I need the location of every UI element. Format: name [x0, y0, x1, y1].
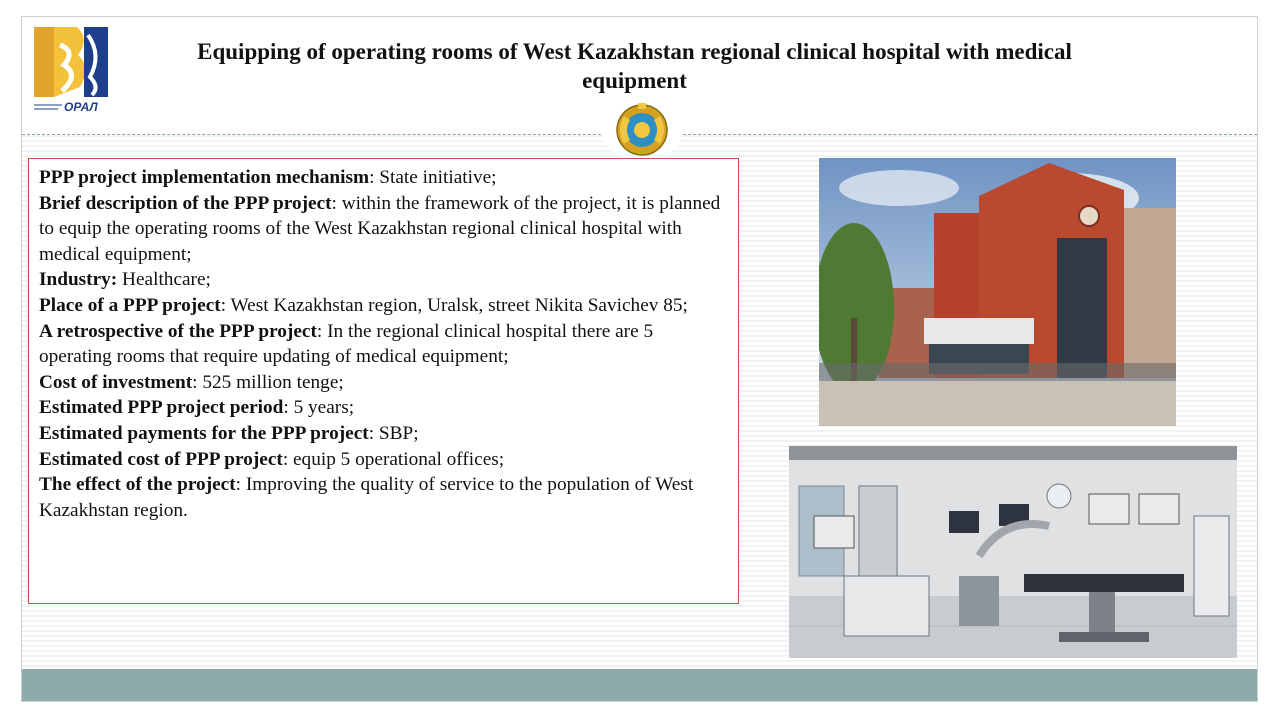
info-item-label: Estimated cost of PPP project	[39, 448, 283, 470]
info-item	[39, 267, 730, 293]
logo-text: ОРАЛ	[64, 100, 98, 114]
info-item-value: West Kazakhstan region, Uralsk, street Nikita Savichev 85;	[230, 294, 688, 316]
info-item	[39, 395, 730, 421]
info-item	[39, 421, 730, 447]
info-item-value: Healthcare;	[122, 269, 211, 291]
slide	[21, 16, 1258, 702]
info-item-separator: :	[368, 422, 379, 444]
info-item-separator: :	[235, 474, 246, 496]
info-item	[39, 472, 730, 523]
info-item	[39, 370, 730, 396]
info-item-label: Industry:	[39, 269, 118, 291]
info-item-label: A retrospective of the PPP project	[39, 320, 317, 342]
info-item-separator: :	[369, 167, 380, 188]
info-item-separator: :	[283, 397, 294, 419]
info-item-label: PPP project implementation mechanism	[39, 167, 370, 188]
state-emblem-icon	[602, 100, 682, 162]
info-item-label: Estimated payments for the PPP project	[39, 422, 369, 444]
oral-logo	[32, 25, 112, 125]
info-item	[39, 319, 730, 370]
info-item-separator: :	[282, 448, 293, 470]
info-item-label: Place of a PPP project	[39, 294, 221, 316]
info-item-value: State initiative;	[379, 167, 497, 188]
project-info-box	[28, 158, 739, 604]
info-item	[39, 165, 730, 191]
info-item	[39, 447, 730, 473]
info-item-separator: :	[316, 320, 328, 342]
info-item-value: Improving the quality of service to the population of West Kazakhstan region.	[39, 474, 694, 521]
info-item	[39, 293, 730, 319]
info-item-label: Estimated PPP project period	[39, 397, 284, 419]
info-item-separator: :	[331, 192, 342, 214]
footer-bar	[22, 669, 1257, 701]
info-item-label: Brief description of the PPP project	[39, 192, 332, 214]
info-item-value: within the framework of the project, it is planned to equip the operating rooms of the West Kazakhstan regional clinical hospital with medical equipment;	[39, 192, 721, 265]
info-item-value: 5 years;	[293, 397, 355, 419]
info-item-value: SBP;	[378, 422, 419, 444]
info-item-label: The effect of the project	[39, 474, 236, 496]
info-item	[39, 191, 730, 268]
operating-room-illustration	[789, 446, 1237, 658]
info-item-label: Cost of investment	[39, 371, 193, 393]
info-item-value: 525 million tenge;	[202, 371, 344, 393]
info-item-value: In the regional clinical hospital there are 5 operating rooms that require updating of medical equipment;	[39, 320, 654, 368]
slide-title: Equipping of operating rooms of West Kazakhstan regional clinical hospital with medical equipment	[197, 39, 1072, 93]
info-item-separator: :	[192, 371, 203, 393]
hospital-building-photo	[819, 158, 1176, 426]
info-item-value: equip 5 operational offices;	[293, 448, 505, 470]
info-item-separator: :	[220, 294, 231, 316]
